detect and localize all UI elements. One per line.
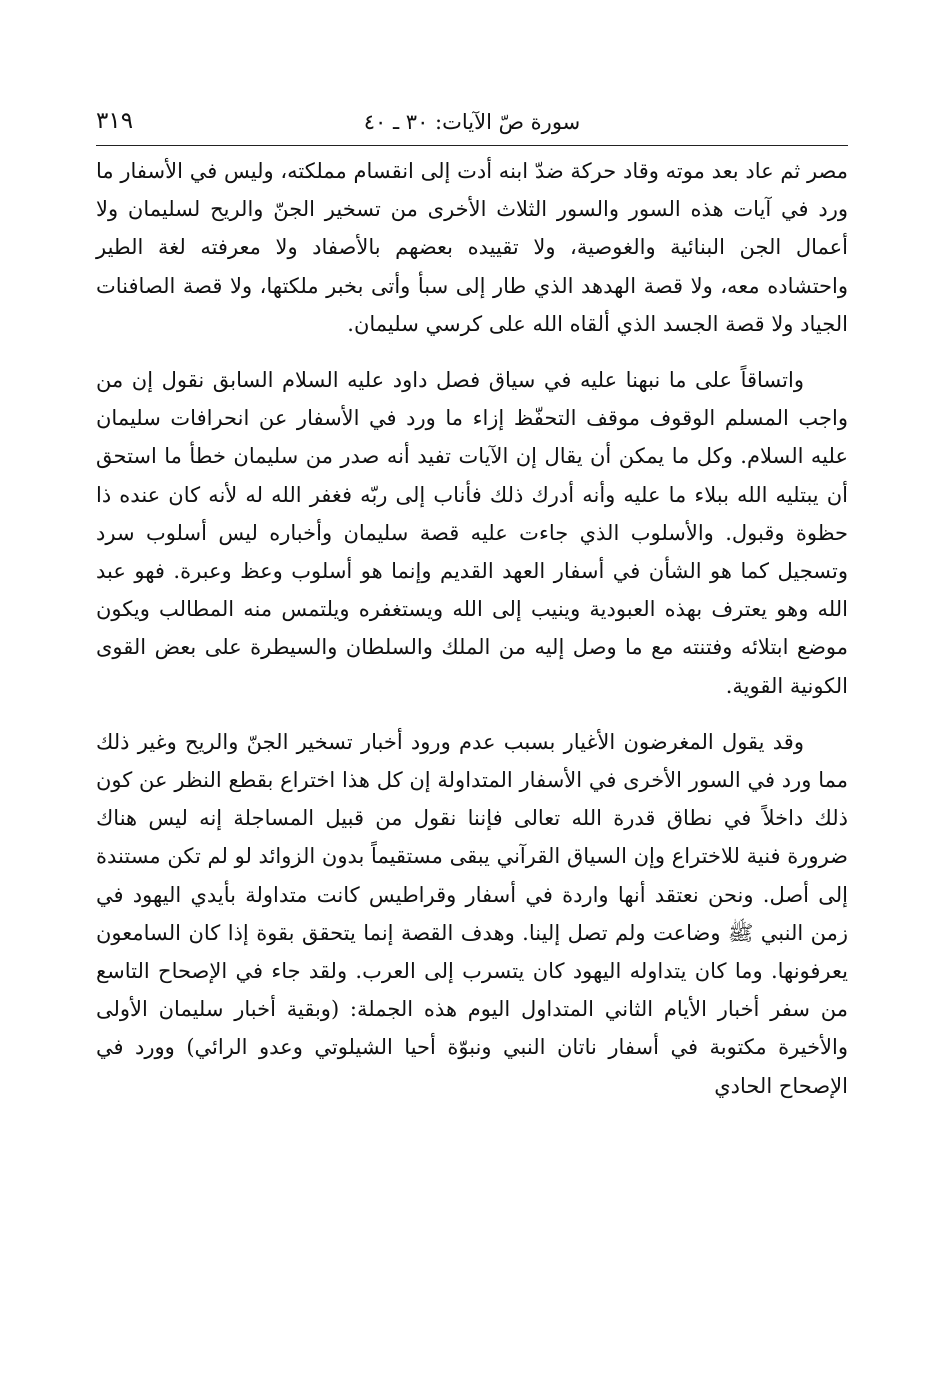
running-title: سورة صّ الآيات: ٣٠ ـ ٤٠ [363, 110, 581, 134]
paragraph: مصر ثم عاد بعد موته وقاد حركة ضدّ ابنه أدت إلى انقسام مملكته، وليس في الأسفار ما ورد في آيات هذه السور والسور الثلاث الأخرى من تسخير الجنّ والريح لسليمان ولا أعمال الجن البنائية والغوصية، ولا تقييده بعضهم بالأصفاد ولا معرفته لغة الطير واحتشاده معه، ولا قصة الهدهد الذي طار إلى سبأ وأتى بخبر ملكتها، ولا قصة الصافنات الجياد ولا قصة الجسد الذي ألقاه الله على كرسي سليمان. [96, 159, 849, 336]
paragraph: وقد يقول المغرضون الأغيار بسبب عدم ورود أخبار تسخير الجنّ والريح وغير ذلك مما ورد في السور الأخرى في الأسفار المتداولة إن كل هذا اختراع بقطع النظر عن كون ذلك داخلاً في نطاق قدرة الله تعالى فإننا نقول من قبيل المساجلة إنه ليس هناك ضرورة فنية للاختراع وإن السياق القرآني يبقى مستقيماً بدون الزوائد لو لم تكن مستندة إلى أصل. ونحن نعتقد أنها واردة في أسفار وقراطيس كانت متداولة بأيدي اليهود في زمن النبي ﷺ وضاعت ولم تصل إلينا. وهدف القصة إنما يتحقق بقوة إذا كان السامعون يعرفونها. وما كان يتداوله اليهود كان يتسرب إلى العرب. ولقد جاء في الإصحاح التاسع من سفر أخبار الأيام الثاني المتداول اليوم هذه الجملة: (وبقية أخبار سليمان الأولى والأخيرة مكتوبة في أسفار ناتان النبي ونبوّة أحيا الشيلوتي وعدو الرائي) وورد في الإصحاح الحادي [96, 729, 848, 1098]
page-header [96, 104, 848, 144]
page-number: ٣١٩ [96, 108, 134, 134]
paragraph: واتساقاً على ما نبهنا عليه في سياق فصل داود عليه السلام السابق نقول إن من واجب المسلم الوقوف موقف التحفّظ إزاء ما ورد في الأسفار عن انحرافات سليمان عليه السلام. وكل ما يمكن أن يقال إن الآيات تفيد أنه صدر من سليمان خطأ ما استحق أن يبتليه الله ببلاء ما عليه وأنه أدرك ذلك فأناب إلى ربّه فغفر الله له لأنه كان عنده ذا حظوة وقبول. والأسلوب الذي جاءت عليه قصة سليمان وأخباره ليس أسلوب سرد وتسجيل كما هو الشأن في أسفار العهد القديم وإنما هو أسلوب وعظ وعبرة. فهو عبد الله وهو يعترف بهذه العبودية وينيب إلى الله ويستغفره ويلتمس منه المطالب ويكون موضع ابتلائه وفتنته مع ما وصل إليه من الملك والسلطان والسيطرة على بعض القوى الكونية القوية. [96, 368, 848, 698]
body-text [96, 152, 848, 1105]
header-divider [96, 145, 848, 146]
